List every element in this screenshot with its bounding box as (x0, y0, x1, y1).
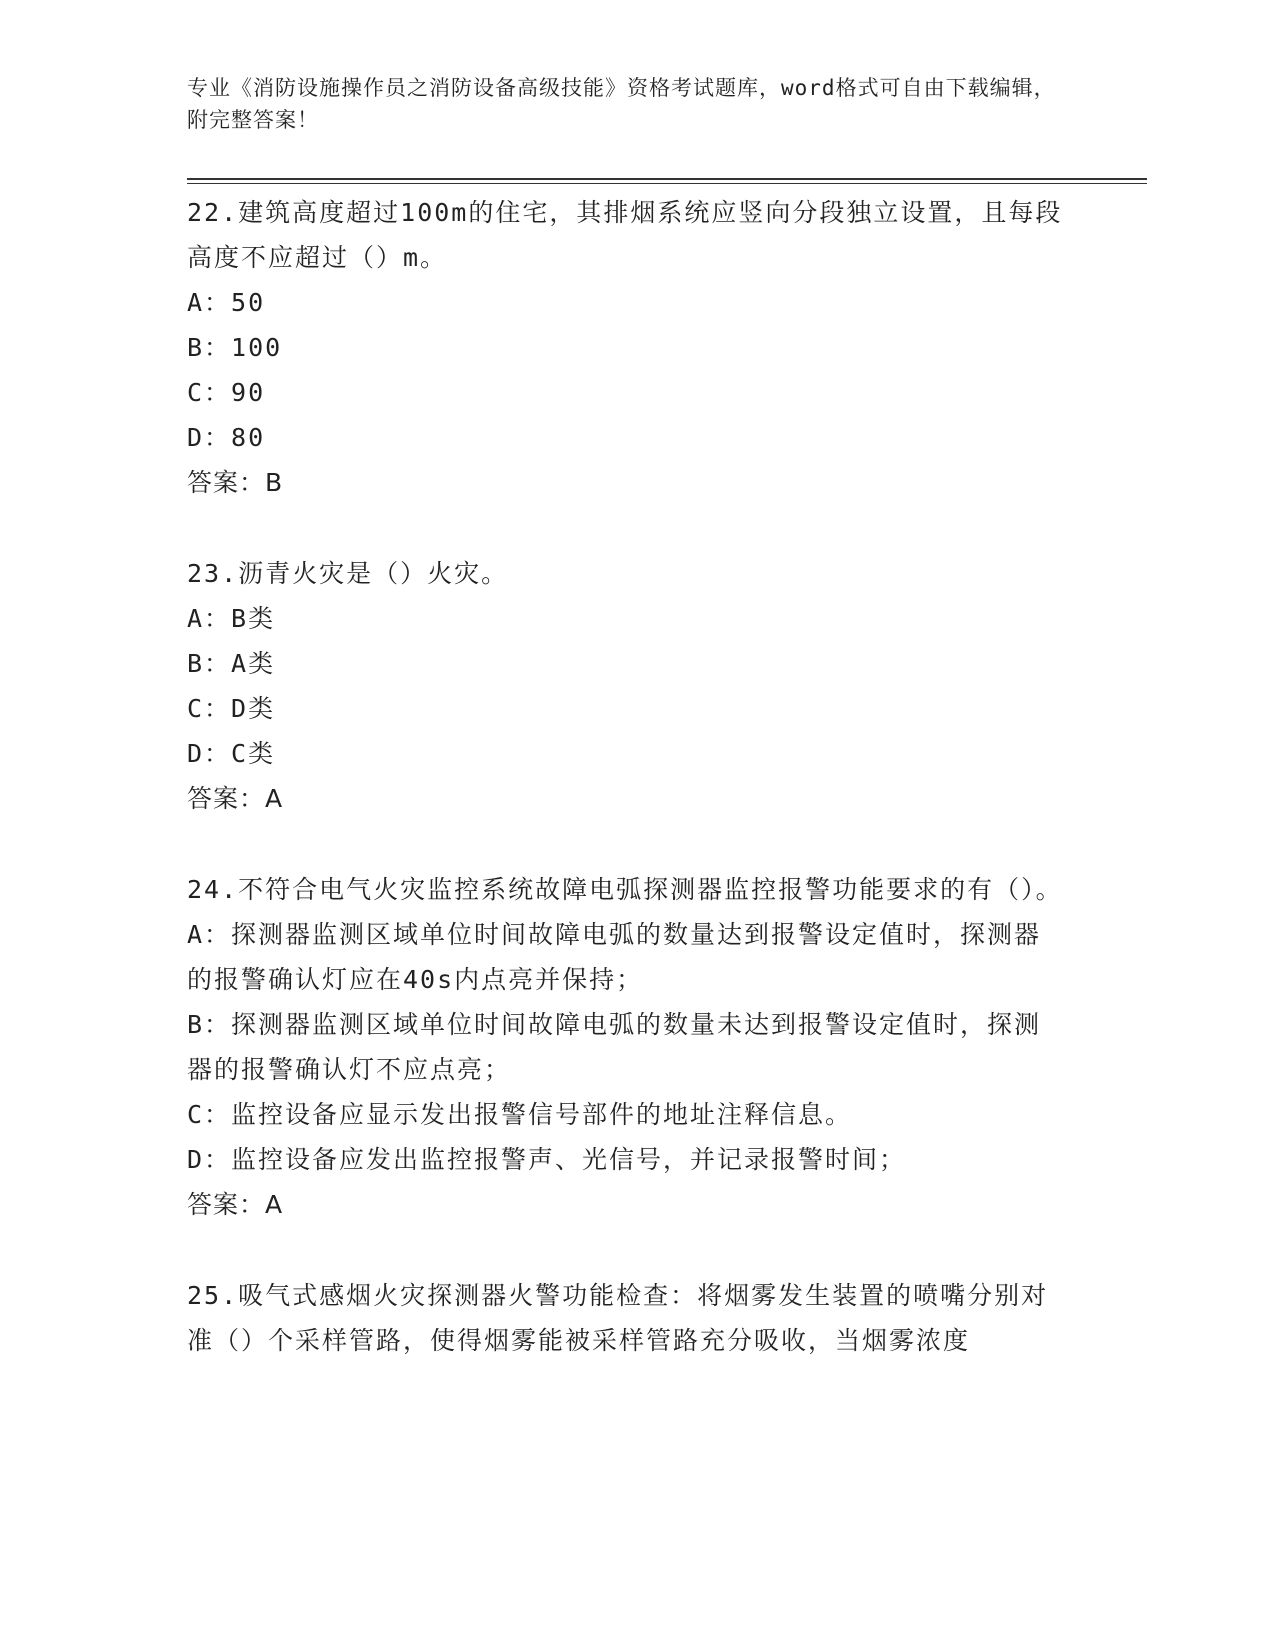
option-b: B：100 (187, 333, 283, 362)
option-c: C：90 (187, 378, 266, 407)
header-divider-thin (187, 183, 1147, 184)
question-text: 24.不符合电气火灾监控系统故障电弧探测器监控报警功能要求的有（）。 (187, 875, 1063, 904)
option-a: A：探测器监测区域单位时间故障电弧的数量达到报警设定值时，探测器的报警确认灯应在40s内点亮并保持； (187, 920, 1042, 994)
document-header: 专业《消防设施操作员之消防设备高级技能》资格考试题库，word格式可自由下载编辑，附完整答案！ (187, 76, 1056, 132)
question-list (187, 190, 1067, 1409)
question-25 (187, 1273, 1067, 1363)
option-c: C：D类 (187, 694, 276, 723)
option-d: D：监控设备应发出监控报警声、光信号，并记录报警时间； (187, 1145, 907, 1174)
question-23 (187, 551, 1067, 821)
option-a: A：50 (187, 288, 266, 317)
question-text: 25.吸气式感烟火灾探测器火警功能检查：将烟雾发生装置的喷嘴分别对准（）个采样管路，使得烟雾能被采样管路充分吸收，当烟雾浓度 (187, 1281, 1049, 1355)
option-b: B：探测器监测区域单位时间故障电弧的数量未达到报警设定值时，探测器的报警确认灯不应点亮； (187, 1010, 1042, 1084)
header-divider-thick (187, 178, 1147, 180)
option-b: B：A类 (187, 649, 276, 678)
option-a: A：B类 (187, 604, 276, 633)
option-c: C：监控设备应显示发出报警信号部件的地址注释信息。 (187, 1100, 853, 1129)
option-d: D：C类 (187, 739, 276, 768)
option-d: D：80 (187, 423, 266, 452)
answer: 答案：A (187, 1190, 284, 1219)
question-24 (187, 867, 1067, 1227)
question-22 (187, 190, 1067, 505)
answer: 答案：B (187, 468, 284, 497)
answer: 答案：A (187, 784, 284, 813)
question-text: 22.建筑高度超过100m的住宅，其排烟系统应竖向分段独立设置，且每段高度不应超过（）m。 (187, 198, 1063, 272)
question-text: 23.沥青火灾是（）火灾。 (187, 559, 509, 588)
